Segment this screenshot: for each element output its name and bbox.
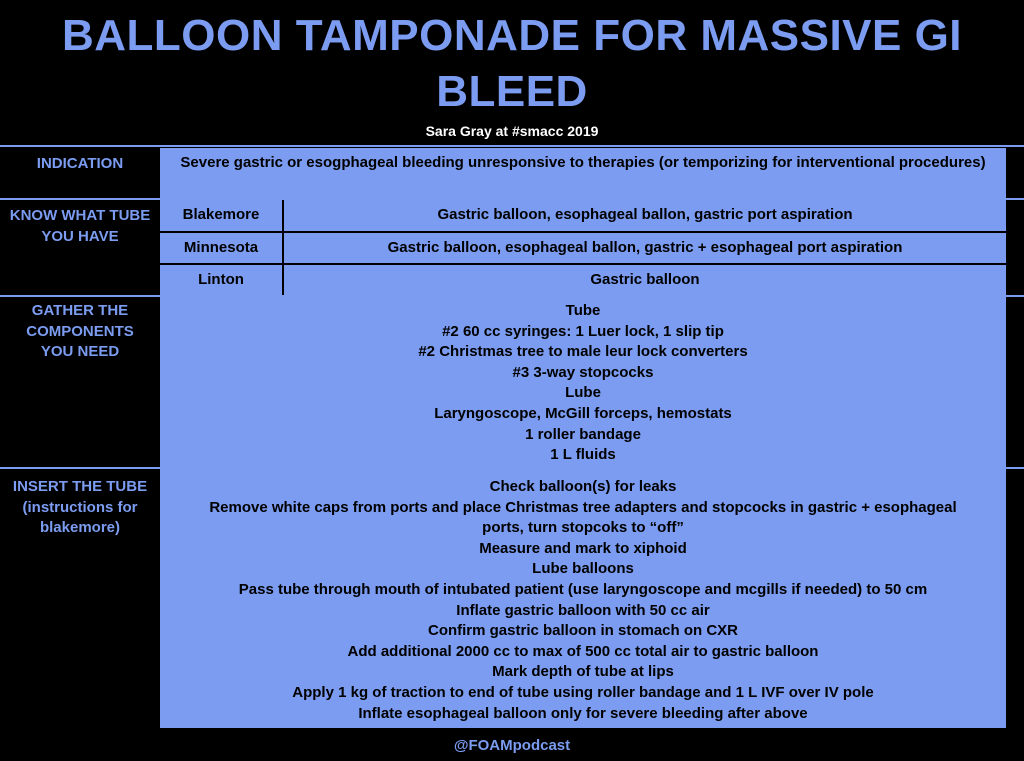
list-item: Inflate esophageal balloon only for severe bleeding after above — [358, 704, 808, 722]
list-item: Confirm gastric balloon in stomach on CXR — [427, 622, 739, 640]
tube-row — [284, 265, 1006, 295]
list-item: Lube — [565, 384, 601, 402]
tube-name: Blakemore — [182, 206, 260, 223]
list-item: ports, turn stopcoks to “off” — [482, 519, 684, 537]
list-item: 1 roller bandage — [525, 425, 641, 443]
page-title: BALLOON TAMPONADE FOR MASSIVE GI BLEED — [61, 11, 963, 116]
list-item: Measure and mark to xiphoid — [479, 539, 687, 557]
insert-label: INSERT THE TUBE (instructions for blakemore) — [12, 478, 148, 537]
tube-desc: Gastric balloon, esophageal ballon, gastric port aspiration — [437, 206, 853, 223]
indication-label: INDICATION — [36, 155, 124, 172]
tube-desc: Gastric balloon, esophageal ballon, gastric + esophageal port aspiration — [387, 239, 903, 256]
list-item: Mark depth of tube at lips — [492, 663, 674, 681]
tube-desc: Gastric balloon — [590, 271, 700, 288]
list-item: #3 3-way stopcocks — [512, 363, 654, 381]
list-item: Pass tube through mouth of intubated patient (use laryngoscope and mcgills if needed) to 50 cm — [238, 580, 928, 598]
tube-row — [284, 233, 1006, 263]
indication-text-content: Severe gastric or esogphageal bleeding unresponsive to therapies (or temporizing for interventional procedures) — [180, 154, 986, 171]
components-list — [160, 297, 1006, 467]
divider — [0, 145, 1024, 147]
list-item: Laryngoscope, McGill forceps, hemostats — [434, 404, 732, 422]
tube-row — [160, 265, 282, 295]
page-subtitle: Sara Gray at #smacc 2019 — [425, 123, 599, 139]
tube-name: Minnesota — [183, 239, 259, 256]
list-item: #2 60 cc syringes: 1 Luer lock, 1 slip tip — [442, 322, 724, 340]
footer-handle: @FOAMpodcast — [453, 737, 571, 754]
tube-row — [160, 233, 282, 263]
list-item: Check balloon(s) for leaks — [489, 478, 677, 495]
insert-steps — [160, 469, 1006, 728]
tube-row — [284, 200, 1006, 231]
list-item: Lube balloons — [532, 560, 634, 578]
list-item: 1 L fluids — [550, 446, 616, 464]
list-item: Inflate gastric balloon with 50 cc air — [456, 601, 710, 619]
list-item: Tube — [565, 302, 601, 319]
tube-row — [160, 200, 282, 231]
list-item: Remove white caps from ports and place Christmas tree adapters and stopcocks in gastric + esophageal — [209, 498, 957, 516]
tube-name: Linton — [198, 271, 244, 288]
list-item: #2 Christmas tree to male leur lock converters — [418, 343, 748, 361]
list-item: Add additional 2000 cc to max of 500 cc total air to gastric balloon — [347, 642, 819, 660]
tubes-label: KNOW WHAT TUBE YOU HAVE — [9, 207, 151, 245]
indication-text — [160, 148, 1006, 198]
components-label: GATHER THE COMPONENTS YOU NEED — [26, 302, 134, 361]
list-item: Apply 1 kg of traction to end of tube using roller bandage and 1 L IVF over IV pole — [292, 683, 874, 701]
